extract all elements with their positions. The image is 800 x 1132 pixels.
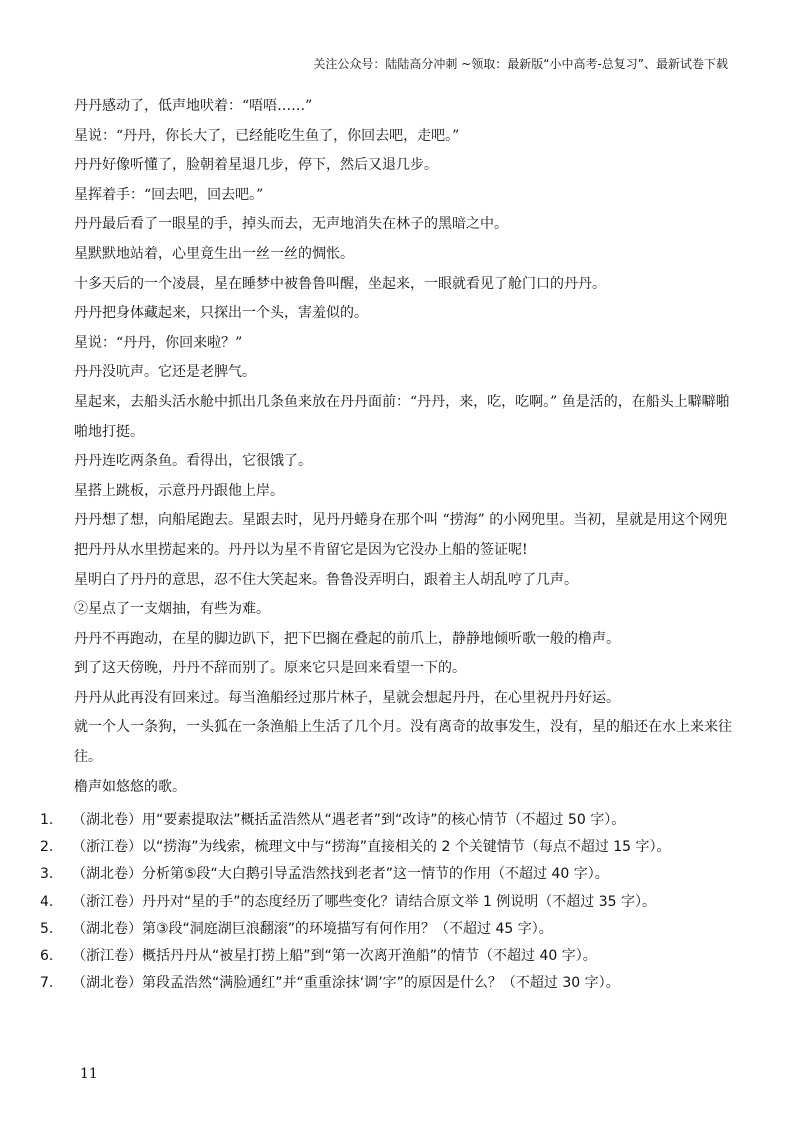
page-number: 11 — [80, 1066, 98, 1082]
question-item — [40, 892, 740, 913]
story-paragraph: 丹丹想了想，向船尾跑去。星跟去时，见丹丹蜷身在那个叫 “捞海” 的小网兜里。当初，星就是用这个网兜把丹丹从水里捞起来的。丹丹以为星不肯留它是因为它没办上船的签证呢! — [74, 512, 728, 558]
story-text — [74, 92, 734, 802]
question-text: （浙江卷）以“捞海”为线索，梳理文中与“捞海”直接相关的 2 个关键情节（每点不超过 15 字）。 — [72, 839, 671, 856]
story-paragraph: 丹丹最后看了一眼星的手，掉头而去，无声地消失在林子的黑暗之中。 — [74, 216, 508, 233]
question-number: 7. — [40, 975, 54, 992]
story-paragraph: 就一个人一条狗，一头狐在一条渔船上生活了几个月。没有离奇的故事发生，没有，星的船还在水上来来往往。 — [74, 719, 732, 766]
question-number: 6. — [40, 947, 54, 964]
story-paragraph: 丹丹没吭声。它还是老脾气。 — [74, 364, 256, 381]
question-text: （湖北卷）分析第⑤段“大白鹅引导孟浩然找到老者”这一情节的作用（不超过 40 字）。 — [72, 866, 609, 883]
story-paragraph: 丹丹不再跑动，在星的脚边趴下，把下巴搁在叠起的前爪上，静静地倾听歌一般的橹声。 — [74, 630, 620, 647]
question-number: 2. — [40, 839, 54, 856]
story-paragraph: 星起来，去船头活水舱中抓出几条鱼来放在丹丹面前：“丹丹，来，吃，吃啊。” 鱼是活的，在船头上噼噼啪啪地打挺。 — [74, 393, 730, 440]
question-item — [40, 837, 740, 858]
question-text: （湖北卷）第段孟浩然“满脸通红”并“重重涂抹‘调’字”的原因是什么？（不超过 30 字）。 — [72, 975, 620, 992]
story-paragraph: 星搭上跳板，示意丹丹跟他上岸。 — [74, 482, 284, 499]
story-paragraph: 星明白了丹丹的意思，忍不住大笑起来。鲁鲁没弄明白，跟着主人胡乱哼了几声。 — [74, 571, 578, 588]
story-paragraph: 星说：“丹丹，你长大了，已经能吃生鱼了，你回去吧，走吧。” — [74, 127, 460, 144]
question-item — [40, 946, 740, 967]
question-item — [40, 973, 740, 994]
story-paragraph: 星说：“丹丹，你回来啦？” — [74, 334, 243, 351]
question-number: 5. — [40, 920, 54, 937]
story-paragraph: 丹丹把身体藏起来，只探出一个头，害羞似的。 — [74, 305, 368, 322]
question-number: 4. — [40, 893, 54, 910]
story-paragraph: 橹声如悠悠的歌。 — [74, 778, 186, 795]
question-text: （湖北卷）第③段“洞庭湖巨浪翻滚”的环境描写有何作用？（不超过 45 字）。 — [72, 920, 553, 937]
page-header: 关注公众号：陆陆高分冲刺 ~领取：最新版“小中高考-总复习”、最新试卷下载 — [313, 57, 728, 71]
question-text: （湖北卷）用“要素提取法”概括孟浩然从“遇老者”到“改诗”的核心情节（不超过 50 字）。 — [72, 812, 626, 828]
story-paragraph: 丹丹好像听懂了，脸朝着星退几步，停下，然后又退几步。 — [74, 157, 438, 174]
story-paragraph: 丹丹从此再没有回来过。每当渔船经过那片林子，星就会想起丹丹，在心里祝丹丹好运。 — [74, 689, 620, 706]
question-item — [40, 919, 740, 940]
question-text: （浙江卷）概括丹丹从“被星打捞上船”到“第一次离开渔船”的情节（不超过 40 字）。 — [72, 947, 597, 964]
question-item — [40, 810, 740, 831]
story-paragraph: 星默默地站着，心里竟生出一丝一丝的惆怅。 — [74, 245, 354, 262]
question-number: 3. — [40, 866, 54, 883]
story-paragraph: 十多天后的一个凌晨，星在睡梦中被鲁鲁叫醒，坐起来，一眼就看见了舱门口的丹丹。 — [74, 275, 606, 292]
story-paragraph: 丹丹感动了，低声地吠着：“唔唔……” — [74, 98, 313, 114]
story-paragraph: ②星点了一支烟抽，有些为难。 — [74, 601, 270, 618]
story-paragraph: 到了这天傍晚，丹丹不辞而别了。原来它只是回来看望一下的。 — [74, 660, 466, 677]
story-paragraph: 丹丹连吃两条鱼。看得出，它很饿了。 — [74, 453, 312, 470]
story-paragraph: 星挥着手：“回去吧，回去吧。” — [74, 186, 264, 203]
question-number: 1. — [40, 812, 54, 828]
question-list — [40, 810, 740, 1000]
question-text: （浙江卷）丹丹对“星的手”的态度经历了哪些变化？请结合原文举 1 例说明（不超过 35 字）。 — [72, 893, 657, 910]
question-item — [40, 864, 740, 885]
